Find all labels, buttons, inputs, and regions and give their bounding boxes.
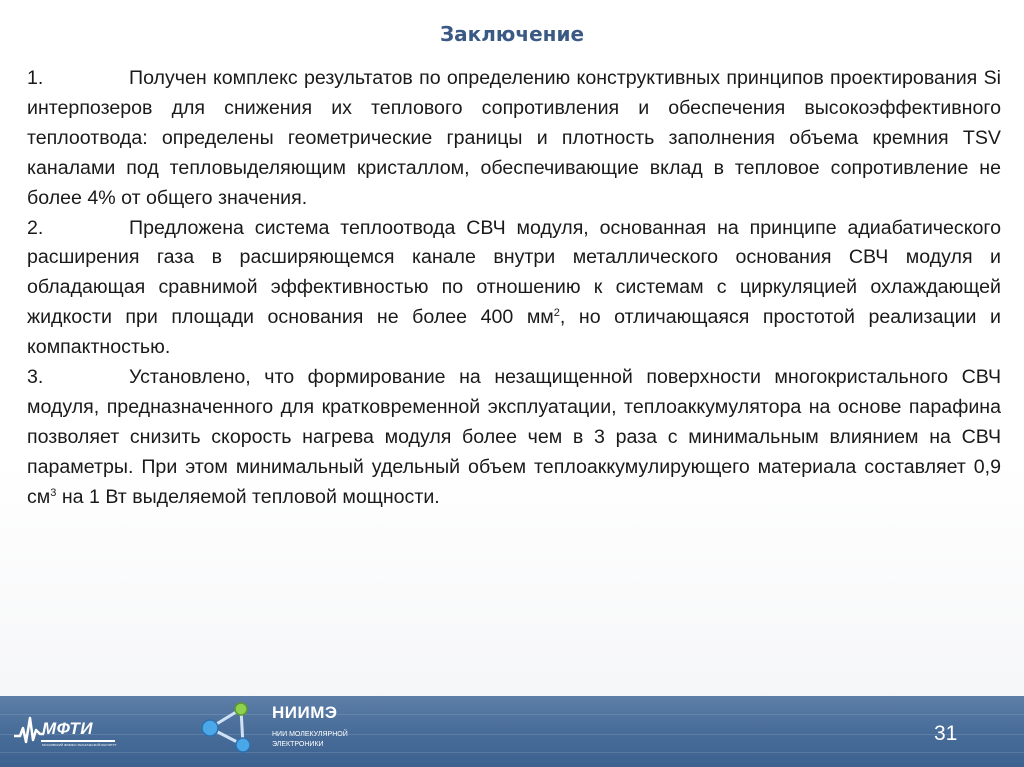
item-text: Получен комплекс результатов по определению конструктивных принципов проектирования Si интерпозеров для снижения их теплового сопротивления и обеспечения высокоэффективного теплоотвода: определены геометрические границы и плотность заполнения объема кремния TSV каналами под тепловыделяющим кристаллом, обеспечивающие вклад в тепловое сопротивление не более 4% от общего значения. (27, 67, 1001, 209)
mipt-tagline: МОСКОВСКИЙ ФИЗИКО-ТЕХНИЧЕСКИЙ ИНСТИТУТ (42, 743, 117, 747)
superscript: 2 (553, 307, 560, 320)
item-text-end: на 1 Вт выделяемой тепловой мощности. (56, 485, 440, 508)
mipt-logo-text: МФТИ (42, 719, 93, 738)
item-number: 1. (27, 67, 44, 89)
niime-subtitle: НИИ МОЛЕКУЛЯРНОЙ ЭЛЕКТРОНИКИ (272, 731, 348, 748)
conclusion-item-1 (27, 64, 1001, 214)
superscript: 3 (50, 486, 57, 499)
footer-stripe (0, 734, 1024, 735)
conclusion-item-2 (27, 214, 1001, 364)
mipt-wave-icon (14, 714, 44, 746)
item-number: 3. (27, 366, 44, 389)
mipt-logo (14, 714, 124, 746)
item-text: Установлено, что формирование на незащищенной поверхности многокристального СВЧ модуля, предназначенного для кратковременной эксплуатации, теплоаккумулятора на основе парафина позволяет снизить скорость нагрева модуля более чем в 3 раза с минимальным влиянием на СВЧ параметры. При этом минимальный удельный объем теплоаккумулирующего материала составляет 0,9 см (27, 366, 1001, 508)
footer-stripe (0, 714, 1024, 715)
slide-title: Заключение (439, 22, 585, 46)
footer-stripe (0, 752, 1024, 753)
conclusion-item-3 (27, 363, 1001, 513)
molecule-icon (196, 700, 262, 756)
footer-bar (0, 696, 1024, 767)
item-number: 2. (27, 216, 44, 239)
page-number: 31 (934, 722, 958, 745)
mipt-underline (41, 740, 115, 742)
niime-logo-text: НИИМЭ (272, 703, 338, 722)
item-text-end: , но отличающаяся простотой реализации и компактностью. (27, 306, 1001, 359)
item-text: Предложена система теплоотвода СВЧ модуля, основанная на принципе адиабатического расширения газа в расширяющемся канале внутри металлического основания СВЧ модуля и обладающая сравнимой эффективностью по отношению к системам с циркуляцией охлаждающей жидкости при площади основания не более 400 мм (27, 216, 1001, 329)
conclusion-body (27, 64, 1001, 513)
